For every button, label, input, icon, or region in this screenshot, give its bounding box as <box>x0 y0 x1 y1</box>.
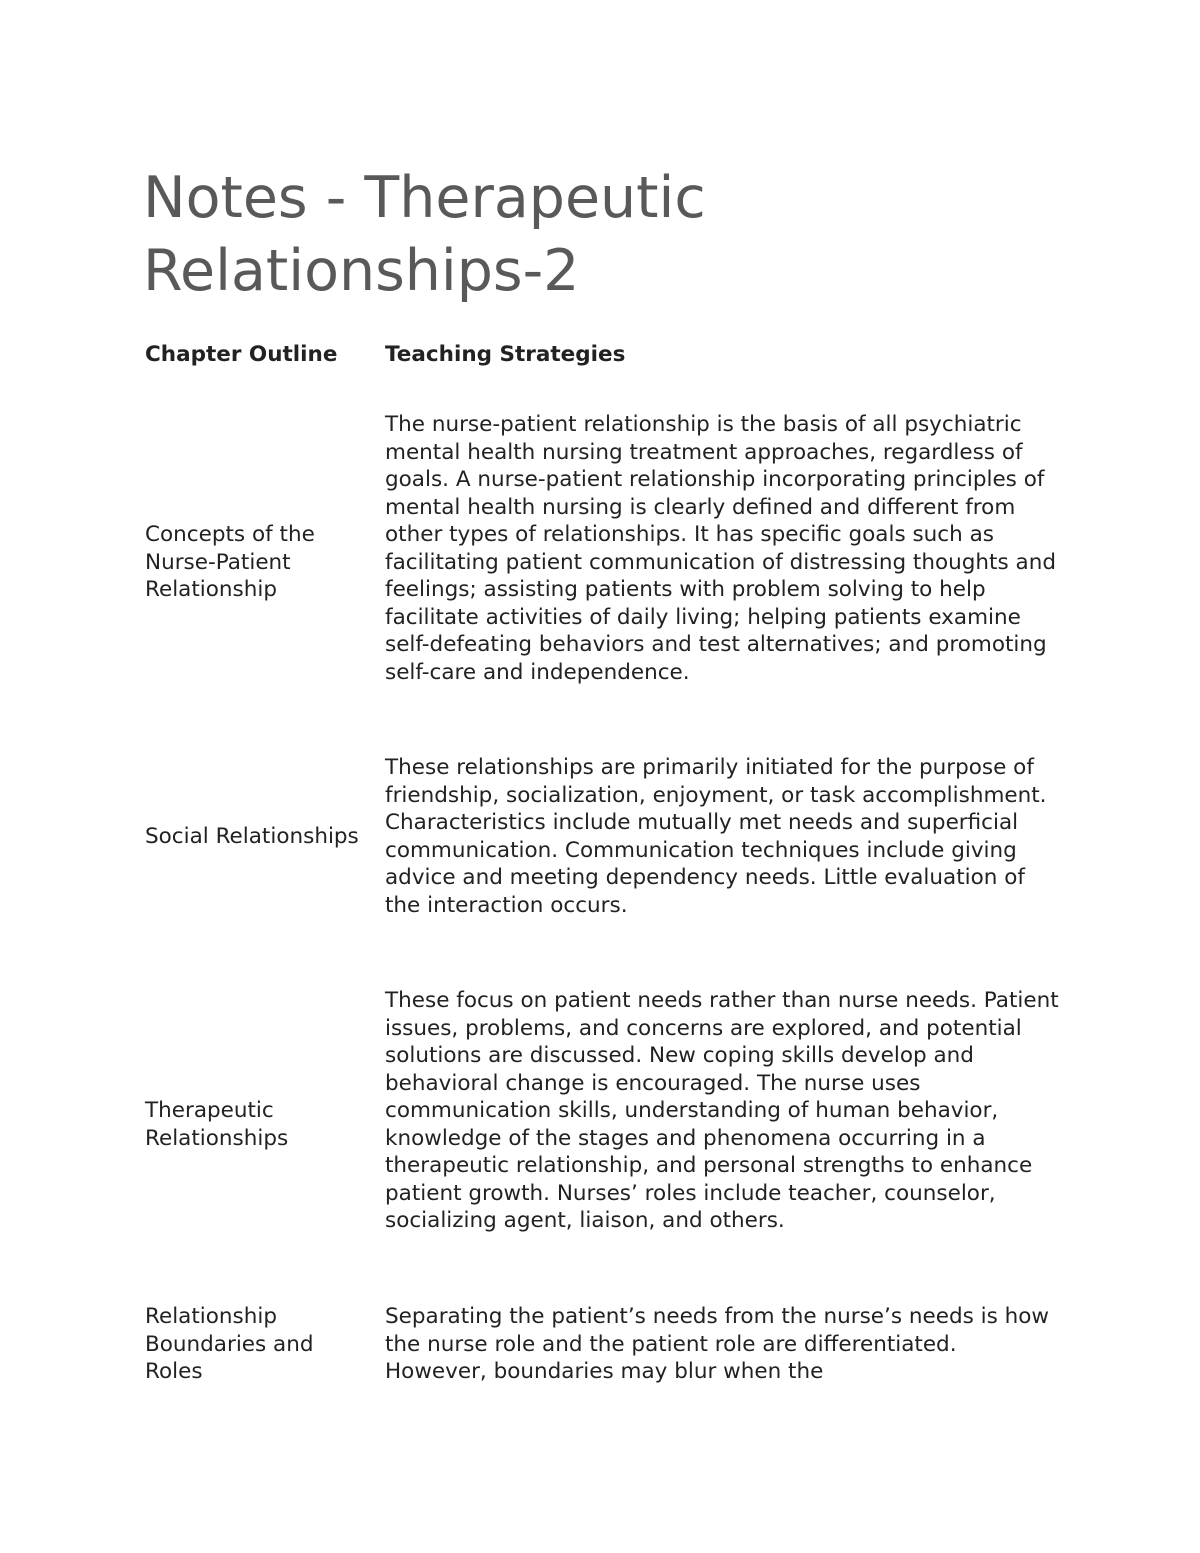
row-topic: Relationship Boundaries and Roles <box>145 1304 314 1384</box>
document-title: Notes - Therapeutic Relationships-2 <box>143 165 706 304</box>
chapter-outline-header: Chapter Outline <box>145 342 338 367</box>
row-topic: Concepts of the Nurse-Patient Relationship <box>145 522 315 602</box>
row-topic: Therapeutic Relationships <box>145 1098 289 1151</box>
row-topic: Social Relationships <box>145 824 359 849</box>
row-strategy-text: Separating the patient’s needs from the nurse’s needs is how the nurse role and the patient role are differentiated. However, boundaries may blur when the <box>385 1304 1050 1384</box>
teaching-strategies-header: Teaching Strategies <box>385 342 626 367</box>
row-strategy-text: These focus on patient needs rather than nurse needs. Patient issues, problems, and concerns are explored, and potential solutions are discussed. New coping skills develop and behavioral change is encouraged. The nurse uses communication skills, understanding of human behavior, knowledge of the stages and phenomena occurring in a therapeutic relationship, and personal strengths to enhance patient growth. Nurses’ roles include teacher, counselor, socializing agent, liaison, and others. <box>385 988 1059 1233</box>
row-strategy-text: The nurse-patient relationship is the basis of all psychiatric mental health nursing treatment approaches, regardless of goals. A nurse-patient relationship incorporating principles of mental health nursing is clearly defined and different from other types of relationships. It has specific goals such as facilitating patient communication of distressing thoughts and feelings; assisting patients with problem solving to help facilitate activities of daily living; helping patients examine self-defeating behaviors and test alternatives; and promoting self-care and independence. <box>385 412 1056 685</box>
row-strategy-text: These relationships are primarily initiated for the purpose of friendship, socialization, enjoyment, or task accomplishment. Characteristics include mutually met needs and superficial communication. Communication techniques include giving advice and meeting dependency needs. Little evaluation of the interaction occurs. <box>385 755 1047 918</box>
